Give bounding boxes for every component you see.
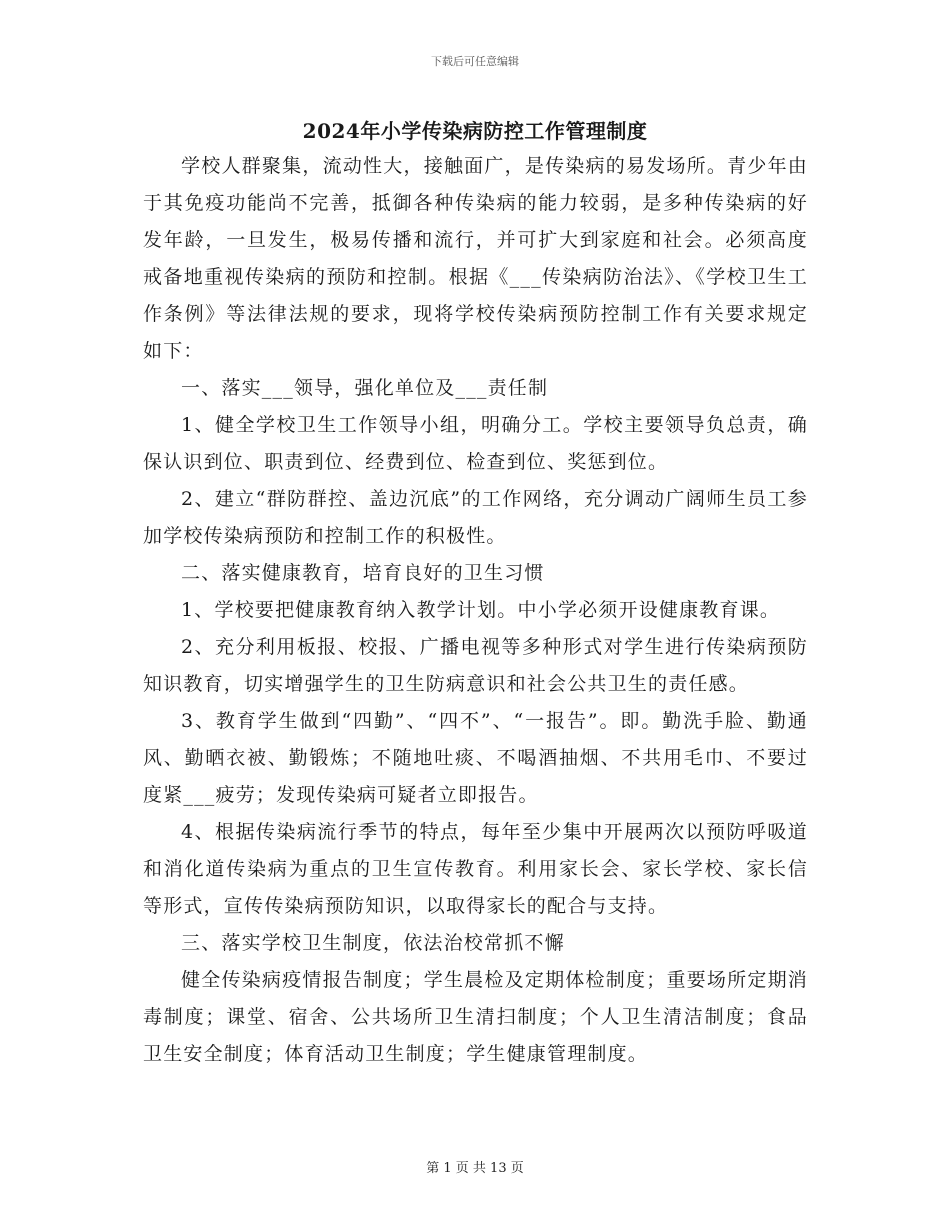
paragraph-2-2: 2、充分利用板报、校报、广播电视等多种形式对学生进行传染病预防知识教育，切实增强学生的卫生防病意识和社会公共卫生的责任感。 [143, 636, 808, 695]
paragraph-2-4: 4、根据传染病流行季节的特点，每年至少集中开展两次以预防呼吸道和消化道传染病为重点的卫生宣传教育。利用家长会、家长学校、家长信等形式，宣传传染病预防知识，以取得家长的配合与支持。 [143, 821, 808, 917]
paragraph-2-3: 3、教育学生做到“四勤”、“四不”、“一报告”。即。勤洗手脸、勤通风、勤晒衣被、勤锻炼；不随地吐痰、不喝酒抽烟、不共用毛巾、不要过度紧___疲劳；发现传染病可疑者立即报告。 [143, 710, 808, 806]
paragraph-1-1: 1、健全学校卫生工作领导小组，明确分工。学校主要领导负总责，确保认识到位、职责到位、经费到位、检查到位、奖惩到位。 [143, 414, 808, 473]
section-heading-1: 一、落实___领导，强化单位及___责任制 [181, 377, 549, 399]
section-heading-3: 三、落实学校卫生制度，依法治校常抓不懈 [181, 932, 565, 954]
page-footer: 第 1 页 共 13 页 [426, 1161, 524, 1176]
paragraph-3-1: 健全传染病疫情报告制度；学生晨检及定期体检制度；重要场所定期消毒制度；课堂、宿舍、公共场所卫生清扫制度；个人卫生清洁制度；食品卫生安全制度；体育活动卫生制度；学生健康管理制度。 [143, 969, 808, 1065]
section-heading-2: 二、落实健康教育，培育良好的卫生习惯 [181, 562, 545, 584]
paragraph-1-2: 2、建立“群防群控、盖边沉底”的工作网络，充分调动广阔师生员工参加学校传染病预防和控制工作的积极性。 [143, 488, 808, 547]
document-body [143, 148, 808, 1073]
paragraph-intro: 学校人群聚集，流动性大，接触面广，是传染病的易发场所。青少年由于其免疫功能尚不完善，抵御各种传染病的能力较弱，是多种传染病的好发年龄，一旦发生，极易传播和流行，并可扩大到家庭和社会。必须高度戒备地重视传染病的预防和控制。根据《___传染病防治法》、《学校卫生工作条例》等法律法规的要求，现将学校传染病预防控制工作有关要求规定如下： [143, 155, 808, 362]
header-note: 下载后可任意编辑 [431, 55, 519, 68]
document-title: 2024年小学传染病防控工作管理制度 [302, 119, 648, 143]
paragraph-2-1: 1、学校要把健康教育纳入教学计划。中小学必须开设健康教育课。 [181, 599, 781, 621]
